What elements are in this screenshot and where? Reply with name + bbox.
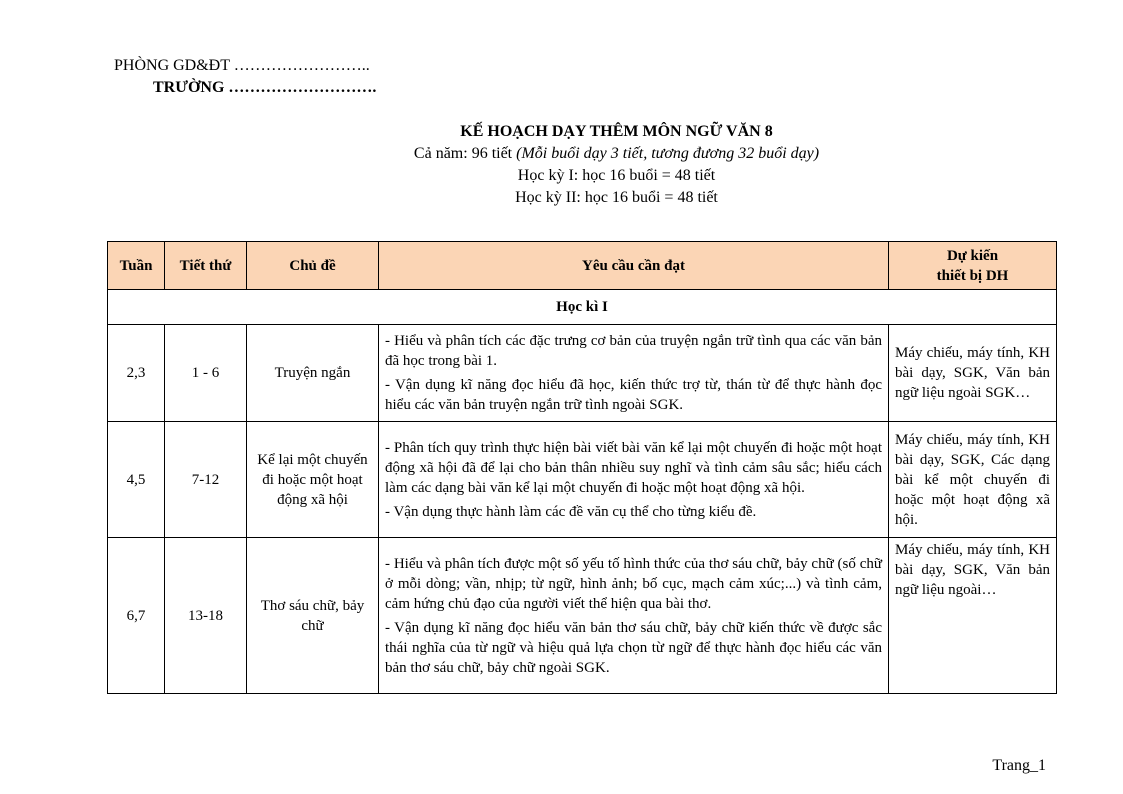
cell-week: 4,5 (108, 422, 165, 538)
department-line: PHÒNG GD&ĐT …………………….. (114, 57, 370, 74)
requirement-item: - Vận dụng kĩ năng đọc hiểu đã học, kiến thức trợ từ, thán từ để thực hành đọc hiểu các văn bản truyện ngắn trữ tình ngoài SGK. (385, 377, 882, 413)
cell-period: 1 - 6 (165, 325, 247, 422)
requirement-item: - Vận dụng kĩ năng đọc hiểu văn bản thơ sáu chữ, bảy chữ kiến thức về được sắc thái nghĩa của từ ngữ và hiệu quả lựa chọn từ ngữ để thực hành đọc hiểu các văn bản thơ sáu chữ, bảy chữ ngoài SGK. (385, 619, 882, 676)
header-equipment-line1: Dự kiến (946, 247, 999, 264)
term1-summary: Học kỳ I: học 16 buổi = 48 tiết (517, 167, 716, 184)
requirement-item: - Hiểu và phân tích được một số yếu tố hình thức của thơ sáu chữ, bảy chữ (số chữ ở mỗi dòng; vần, nhịp; từ ngữ, hình ảnh; bố cục, mạch cảm xúc;...) và tình cảm, cảm hứng chủ đạo của người viết thể hiện qua bài thơ. (385, 555, 882, 612)
document-title: KẾ HOẠCH DẠY THÊM MÔN NGỮ VĂN 8 (460, 123, 773, 140)
header-requirements: Yêu cầu cần đạt (379, 242, 889, 290)
requirement-item: - Phân tích quy trình thực hiện bài viết bài văn kể lại một chuyến đi hoặc một hoạt động xã hội đã để lại cho bản thân nhiều suy nghĩ và tình cảm sâu sắc; hiểu cách làm các dạng bài văn kể lại một chuyến đi hoặc một hoạt động xã hội. (385, 439, 882, 496)
cell-topic: Kể lại một chuyến đi hoặc một hoạt động xã hội (247, 422, 379, 538)
lesson-plan-table (107, 241, 1057, 694)
semester-row (108, 290, 1057, 325)
cell-requirements (379, 422, 889, 538)
cell-equipment: Máy chiếu, máy tính, KH bài dạy, SGK, Văn bản ngữ liệu ngoài SGK… (889, 325, 1057, 422)
requirement-item: - Hiểu và phân tích các đặc trưng cơ bản của truyện ngắn trữ tình qua các văn bản đã học trong bài 1. (385, 333, 882, 369)
table-row (108, 325, 1057, 422)
header-equipment-line2: thiết bị DH (936, 267, 1009, 284)
header-period: Tiết thứ (165, 242, 247, 290)
cell-requirements (379, 325, 889, 422)
table-row (108, 422, 1057, 538)
document-title-block (0, 121, 1123, 209)
header-week: Tuần (108, 242, 165, 290)
cell-equipment: Máy chiếu, máy tính, KH bài dạy, SGK, Văn bản ngữ liệu ngoài… (889, 538, 1057, 694)
school-line: TRƯỜNG ………………………. (153, 79, 377, 96)
cell-topic: Truyện ngắn (247, 325, 379, 422)
page-number: Trang_1 (992, 757, 1046, 774)
term2-summary: Học kỳ II: học 16 buổi = 48 tiết (515, 189, 718, 206)
header-equipment (889, 242, 1057, 290)
cell-topic: Thơ sáu chữ, bảy chữ (247, 538, 379, 694)
table-row (108, 538, 1057, 694)
year-summary-text: Cả năm: 96 tiết (413, 145, 517, 162)
cell-week: 2,3 (108, 325, 165, 422)
cell-week: 6,7 (108, 538, 165, 694)
cell-requirements (379, 538, 889, 694)
header-topic: Chủ đề (247, 242, 379, 290)
requirement-item: - Vận dụng thực hành làm các đề văn cụ thể cho từng kiểu đề. (385, 503, 757, 520)
cell-period: 7-12 (165, 422, 247, 538)
table-header-row (108, 242, 1057, 290)
cell-equipment: Máy chiếu, máy tính, KH bài dạy, SGK, Các dạng bài kể một chuyến đi hoặc một hoạt động xã hội. (889, 422, 1057, 538)
year-summary-note: (Mỗi buổi dạy 3 tiết, tương đương 32 buổi dạy) (516, 145, 820, 162)
semester-label: Học kì I (108, 290, 1057, 325)
year-summary (0, 143, 1123, 165)
cell-period: 13-18 (165, 538, 247, 694)
